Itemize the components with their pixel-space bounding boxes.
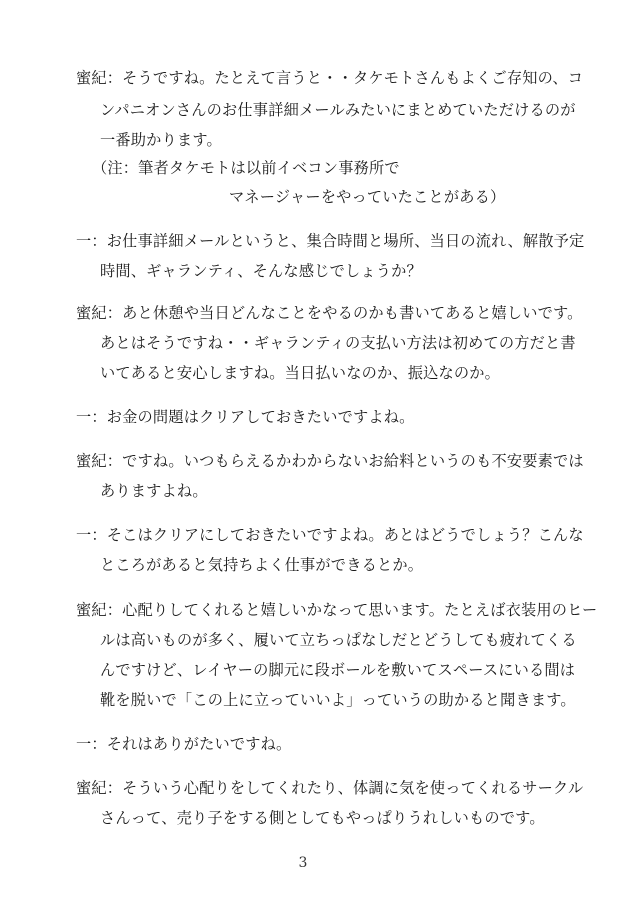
text-line: 一：お仕事詳細メールというと、集合時間と場所、当日の流れ、解散予定 xyxy=(76,232,585,250)
text-line: ありますよね。 xyxy=(100,482,208,500)
text-line: 一：お金の問題はクリアしておきたいですよね。 xyxy=(76,408,415,426)
annotation-line: （注：筆者タケモトは以前イベコン事務所で xyxy=(92,159,400,177)
text-line: 蜜紀：心配りしてくれると嬉しいかなって思います。たとえば衣装用のヒー xyxy=(76,601,598,619)
text-line: 蜜紀：ですね。いつもらえるかわからないお給料というのも不安要素では xyxy=(76,452,584,470)
text-line: ところがあると気持ちよく仕事ができるとか。 xyxy=(100,556,424,574)
page-number: 3 xyxy=(298,855,308,871)
text-line: 蜜紀：あと休憩や当日どんなことをやるのかも書いてあると嬉しいです。 xyxy=(76,304,583,322)
text-line: 一：そこはクリアにしておきたいですよね。あとはどうでしょう？こんな xyxy=(76,526,584,544)
text-line: 蜜紀：そういう心配りをしてくれたり、体調に気を使ってくれるサークル xyxy=(76,779,584,797)
annotation-line: マネージャーをやっていたことがある） xyxy=(229,188,506,206)
text-line: 時間、ギャランティ、そんな感じでしょうか？ xyxy=(100,262,422,280)
text-line: 蜜紀：そうですね。たとえて言うと・・タケモトさんもよくご存知の、コ xyxy=(76,69,584,87)
text-line: 一：それはありがたいですね。 xyxy=(76,735,292,753)
text-line: ンパニオンさんのお仕事詳細メールみたいにまとめていただけるのが xyxy=(100,101,576,119)
text-line: ルは高いものが多く、履いて立ちっぱなしだとどうしても疲れてくる xyxy=(100,631,577,649)
text-line: さんって、売り子をする側としてもやっぱりうれしいものです。 xyxy=(100,809,545,827)
text-line: あとはそうですね・・ギャランティの支払い方法は初めての方だと書 xyxy=(100,334,576,352)
text-line: 靴を脱いで「この上に立っていいよ」っていうの助かると聞きます。 xyxy=(100,691,576,709)
text-line: 一番助かります。 xyxy=(100,131,222,149)
text-line: いてあると安心しますね。当日払いなのか、振込なのか。 xyxy=(100,364,501,382)
text-line: んですけど、レイヤーの脚元に段ボールを敷いてスペースにいる間は xyxy=(100,661,576,679)
